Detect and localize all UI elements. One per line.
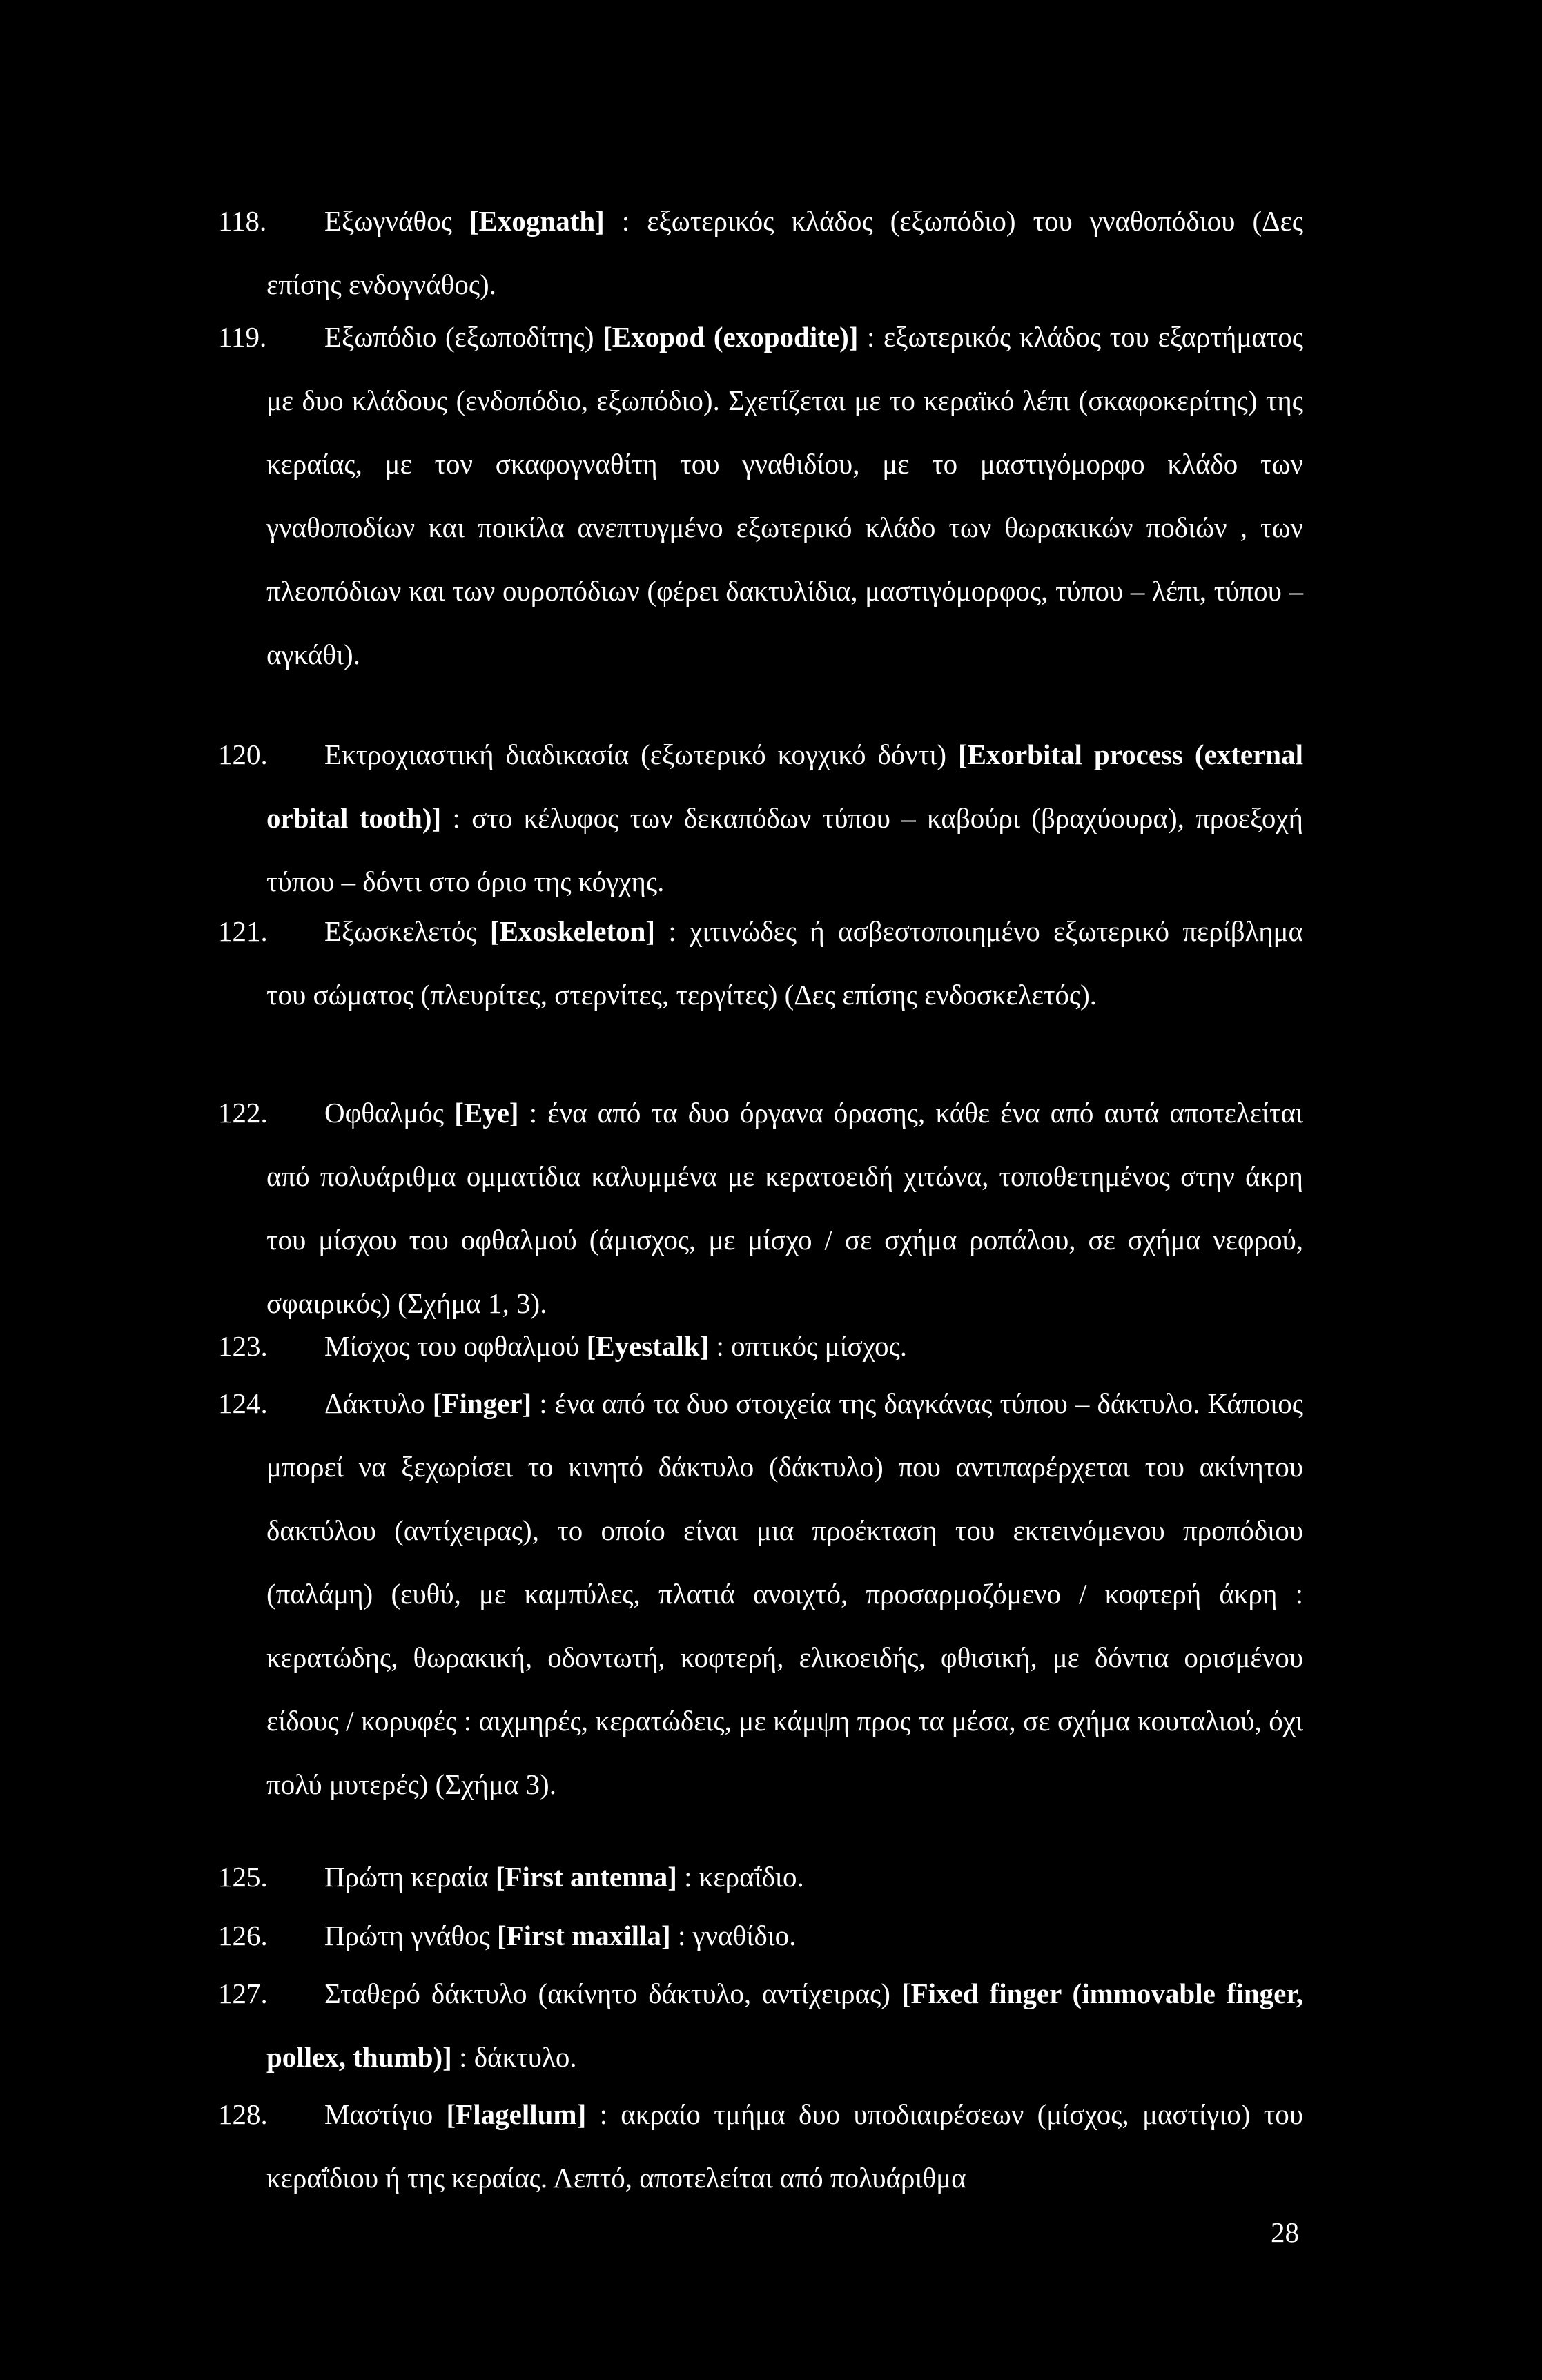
- entry-english-term: [Eyestalk]: [586, 1330, 710, 1362]
- entry-greek-term: Εξωγνάθος: [324, 205, 452, 237]
- entry-definition: : στο κέλυφος των δεκαπόδων τύπου – καβούρι (βραχύουρα), προεξοχή τύπου – δόντι στο όριο της κόγχης.: [266, 802, 1303, 897]
- entry-greek-term: Πρώτη γνάθος: [324, 1920, 490, 1951]
- entry-greek-term: Οφθαλμός: [324, 1097, 444, 1129]
- entry-english-term: [Eye]: [454, 1097, 519, 1129]
- glossary-entry-125: [218, 1845, 1303, 1909]
- glossary-entry-121: [218, 899, 1303, 1026]
- entry-greek-term: Δάκτυλο: [324, 1387, 425, 1419]
- entry-number: 125.: [218, 1861, 268, 1893]
- entry-greek-term: Σταθερό δάκτυλο (ακίνητο δάκτυλο, αντίχειρας): [324, 1978, 890, 2009]
- glossary-entry-120: [218, 723, 1303, 913]
- entry-english-term: [Exoskeleton]: [489, 915, 656, 947]
- entry-english-term: [Fixed finger (immovable finger, pollex, thumb)]: [266, 1978, 1304, 2073]
- entry-english-term: [First antenna]: [495, 1861, 677, 1893]
- entry-number: 122.: [218, 1097, 268, 1129]
- entry-number: 118.: [218, 205, 267, 237]
- entry-number: 127.: [218, 1978, 268, 2009]
- entry-definition: : ένα από τα δυο στοιχεία της δαγκάνας τύπου – δάκτυλο. Κάποιος μπορεί να ξεχωρίσει το κινητό δάκτυλο (δάκτυλο) που αντιπαρέρχεται του ακίνητου δακτύλου (αντίχειρας), το οποίο είναι μια προέκταση του εκτεινόμενου προπόδιου (παλάμη) (ευθύ, με καμπύλες, πλατιά ανοιχτό, προσαρμοζόμενο / κοφτερή άκρη : κερατώδης, θωρακική, οδοντωτή, κοφτερή, ελικοειδής, φθισική, με δόντια ορισμένου είδους / κορυφές : αιχμηρές, κερατώδεις, με κάμψη προς τα μέσα, σε σχήμα κουταλιού, όχι πολύ μυτερές) (Σχήμα 3).: [266, 1387, 1304, 1800]
- glossary-entry-123: [218, 1314, 1303, 1378]
- entry-definition: : ακραίο τμήμα δυο υποδιαιρέσεων (μίσχος, μαστίγιο) του κεραΐδιου ή της κεραίας. Λεπτό, αποτελείται από πολυάριθμα: [266, 2098, 1304, 2194]
- entry-english-term: [First maxilla]: [496, 1920, 671, 1951]
- entry-number: 120.: [218, 739, 268, 770]
- entry-number: 128.: [218, 2098, 268, 2130]
- entry-definition: : δάκτυλο.: [451, 2041, 577, 2073]
- entry-greek-term: Εκτροχιαστική διαδικασία (εξωτερικό κογχικό δόντι): [324, 739, 946, 770]
- entry-definition: : γναθίδιο.: [670, 1920, 797, 1951]
- glossary-entry-119: [218, 305, 1303, 686]
- entry-number: 123.: [218, 1330, 268, 1362]
- entry-english-term: [Exopod (exopodite)]: [603, 321, 859, 353]
- entry-number: 121.: [218, 915, 268, 947]
- entry-number: 119.: [218, 321, 267, 353]
- entry-definition: : εξωτερικός κλάδος (εξωπόδιο) του γναθοπόδιου (Δες επίσης ενδογνάθος).: [266, 205, 1304, 300]
- entry-number: 124.: [218, 1387, 268, 1419]
- entry-greek-term: Εξωσκελετός: [324, 915, 477, 947]
- entry-definition: : κεραΐδιο.: [676, 1861, 804, 1893]
- entry-english-term: [Flagellum]: [446, 2098, 587, 2130]
- entry-greek-term: Πρώτη κεραία: [324, 1861, 489, 1893]
- glossary-entry-124: [218, 1372, 1303, 1816]
- entry-english-term: [Exognath]: [469, 205, 605, 237]
- glossary-entry-127: [218, 1962, 1303, 2089]
- entry-greek-term: Μίσχος του οφθαλμού: [324, 1330, 580, 1362]
- entry-definition: : χιτινώδες ή ασβεστοποιημένο εξωτερικό περίβλημα του σώματος (πλευρίτες, στερνίτες, τεργίτες) (Δες επίσης ενδοσκελετός).: [266, 915, 1304, 1011]
- entry-definition: : οπτικός μίσχος.: [709, 1330, 907, 1362]
- glossary-entry-122: [218, 1081, 1303, 1335]
- glossary-entry-128: [218, 2082, 1303, 2210]
- entry-greek-term: Εξωπόδιο (εξωποδίτης): [324, 321, 594, 353]
- entry-definition: : ένα από τα δυο όργανα όρασης, κάθε ένα από αυτά αποτελείται από πολυάριθμα ομματίδια καλυμμένα με κερατοειδή χιτώνα, τοποθετημένος στην άκρη του μίσχου του οφθαλμού (άμισχος, με μίσχο / σε σχήμα ροπάλου, σε σχήμα νεφρού, σφαιρικός) (Σχήμα 1, 3).: [266, 1097, 1303, 1319]
- glossary-entry-126: [218, 1904, 1303, 1967]
- entry-english-term: [Exorbital process (external orbital tooth)]: [266, 739, 1304, 834]
- entry-definition: : εξωτερικός κλάδος του εξαρτήματος με δυο κλάδους (ενδοπόδιο, εξωπόδιο). Σχετίζεται με το κεραϊκό λέπι (σκαφοκερίτης) της κεραίας, με τον σκαφογναθίτη του γναθιδίου, με το μαστιγόμορφο κλάδο των γναθοποδίων και ποικίλα ανεπτυγμένο εξωτερικό κλάδο των θωρακικών ποδιών , των πλεοπόδιων και των ουροπόδιων (φέρει δακτυλίδια, μαστιγόμορφος, τύπου – λέπι, τύπου – αγκάθι).: [266, 321, 1303, 670]
- entry-english-term: [Finger]: [432, 1387, 532, 1419]
- entry-greek-term: Μαστίγιο: [324, 2098, 433, 2130]
- page-number: 28: [1271, 2216, 1299, 2248]
- entry-number: 126.: [218, 1920, 268, 1951]
- glossary-entry-118: [218, 189, 1303, 316]
